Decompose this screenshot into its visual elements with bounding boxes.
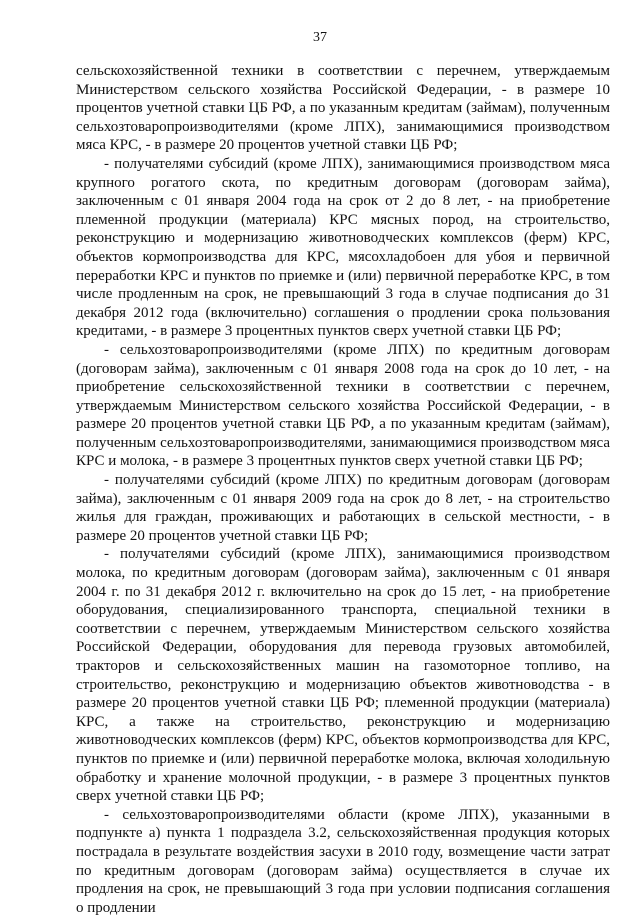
document-body: [76, 62, 610, 917]
paragraph-list-item: - сельхозтоваропроизводителями области (кроме ЛПХ), указанными в подпункте а) пункта 1 подраздела 3.2, сельскохозяйственная продукция которых пострадала в результате воздействия засухи в 2010 году, возмещение части затрат по кредитным договорам (договорам займа) осуществляется в случае их продления на срок, не превышающий 3 года при условии подписания соглашения о продлении: [76, 806, 610, 916]
paragraph-list-item: - получателями субсидий (кроме ЛПХ) по кредитным договорам (договорам займа), заключенным с 01 января 2009 года на срок до 8 лет, - на строительство жилья для граждан, проживающих и работающих в сельской местности, - в размере 20 процентов учетной ставки ЦБ РФ;: [76, 472, 610, 544]
paragraph-continuation: сельскохозяйственной техники в соответствии с перечнем, утверждаемым Министерством сельского хозяйства Российской Федерации, - в размере 10 процентов учетной ставки ЦБ РФ, а по указанным кредитам (займам), полученным сельхозтоваропроизводителями (кроме ЛПХ), занимающимися производством мяса КРС, - в размере 20 процентов учетной ставки ЦБ РФ;: [76, 63, 610, 154]
paragraph-list-item: - сельхозтоваропроизводителями (кроме ЛПХ) по кредитным договорам (договорам займа), заключенным с 01 января 2008 года на срок до 10 лет, - на приобретение сельскохозяйственной техники в соответствии с перечнем, утверждаемым Министерством сельского хозяйства Российской Федерации, - в размере 20 процентов учетной ставки ЦБ РФ, а по указанным кредитам (займам), полученным сельхозтоваропроизводителями, занимающимися производством мяса КРС и молока, - в размере 3 процентных пунктов сверх учетной ставки ЦБ РФ;: [76, 341, 610, 470]
page-number: 37: [313, 30, 327, 45]
paragraph-list-item: - получателями субсидий (кроме ЛПХ), занимающимися производством мяса крупного рогатого скота, по кредитным договорам (договорам займа), заключенным с 01 января 2004 года на срок от 2 до 8 лет, - на приобретение племенной продукции (материала) КРС мясных пород, на строительство, реконструкцию и модернизацию животноводческих комплексов (ферм) КРС, объектов кормопроизводства для КРС, мясохладобоен для убоя и первичной переработки КРС и пунктов по приемке и (или) первичной переработке КРС, в том числе продленным на срок, не превышающий 3 года в случае подписания до 31 декабря 2012 года (включительно) соглашения о продлении срока пользования кредитами, - в размере 3 процентных пунктов сверх учетной ставки ЦБ РФ;: [76, 155, 610, 340]
paragraph-list-item: - получателями субсидий (кроме ЛПХ), занимающимися производством молока, по кредитным договорам (договорам займа), заключенным с 01 января 2004 г. по 31 декабря 2012 г. включительно на срок до 15 лет, - на приобретение оборудования, специализированного транспорта, специальной техники в соответствии с перечнем, утверждаемым Министерством сельского хозяйства Российской Федерации, оборудования для перевода грузовых автомобилей, тракторов и сельскохозяйственных машин на газомоторное топливо, на строительство, реконструкцию и модернизацию объектов животноводства - в размере 20 процентов учетной ставки ЦБ РФ; племенной продукции (материала) КРС, а также на строительство, реконструкцию и модернизацию животноводческих комплексов (ферм) КРС, объектов кормопроизводства для КРС, пунктов по приемке и (или) первичной переработке молока, включая холодильную обработку и хранение молочной продукции, - в размере 3 процентных пунктов сверх учетной ставки ЦБ РФ;: [76, 546, 610, 805]
